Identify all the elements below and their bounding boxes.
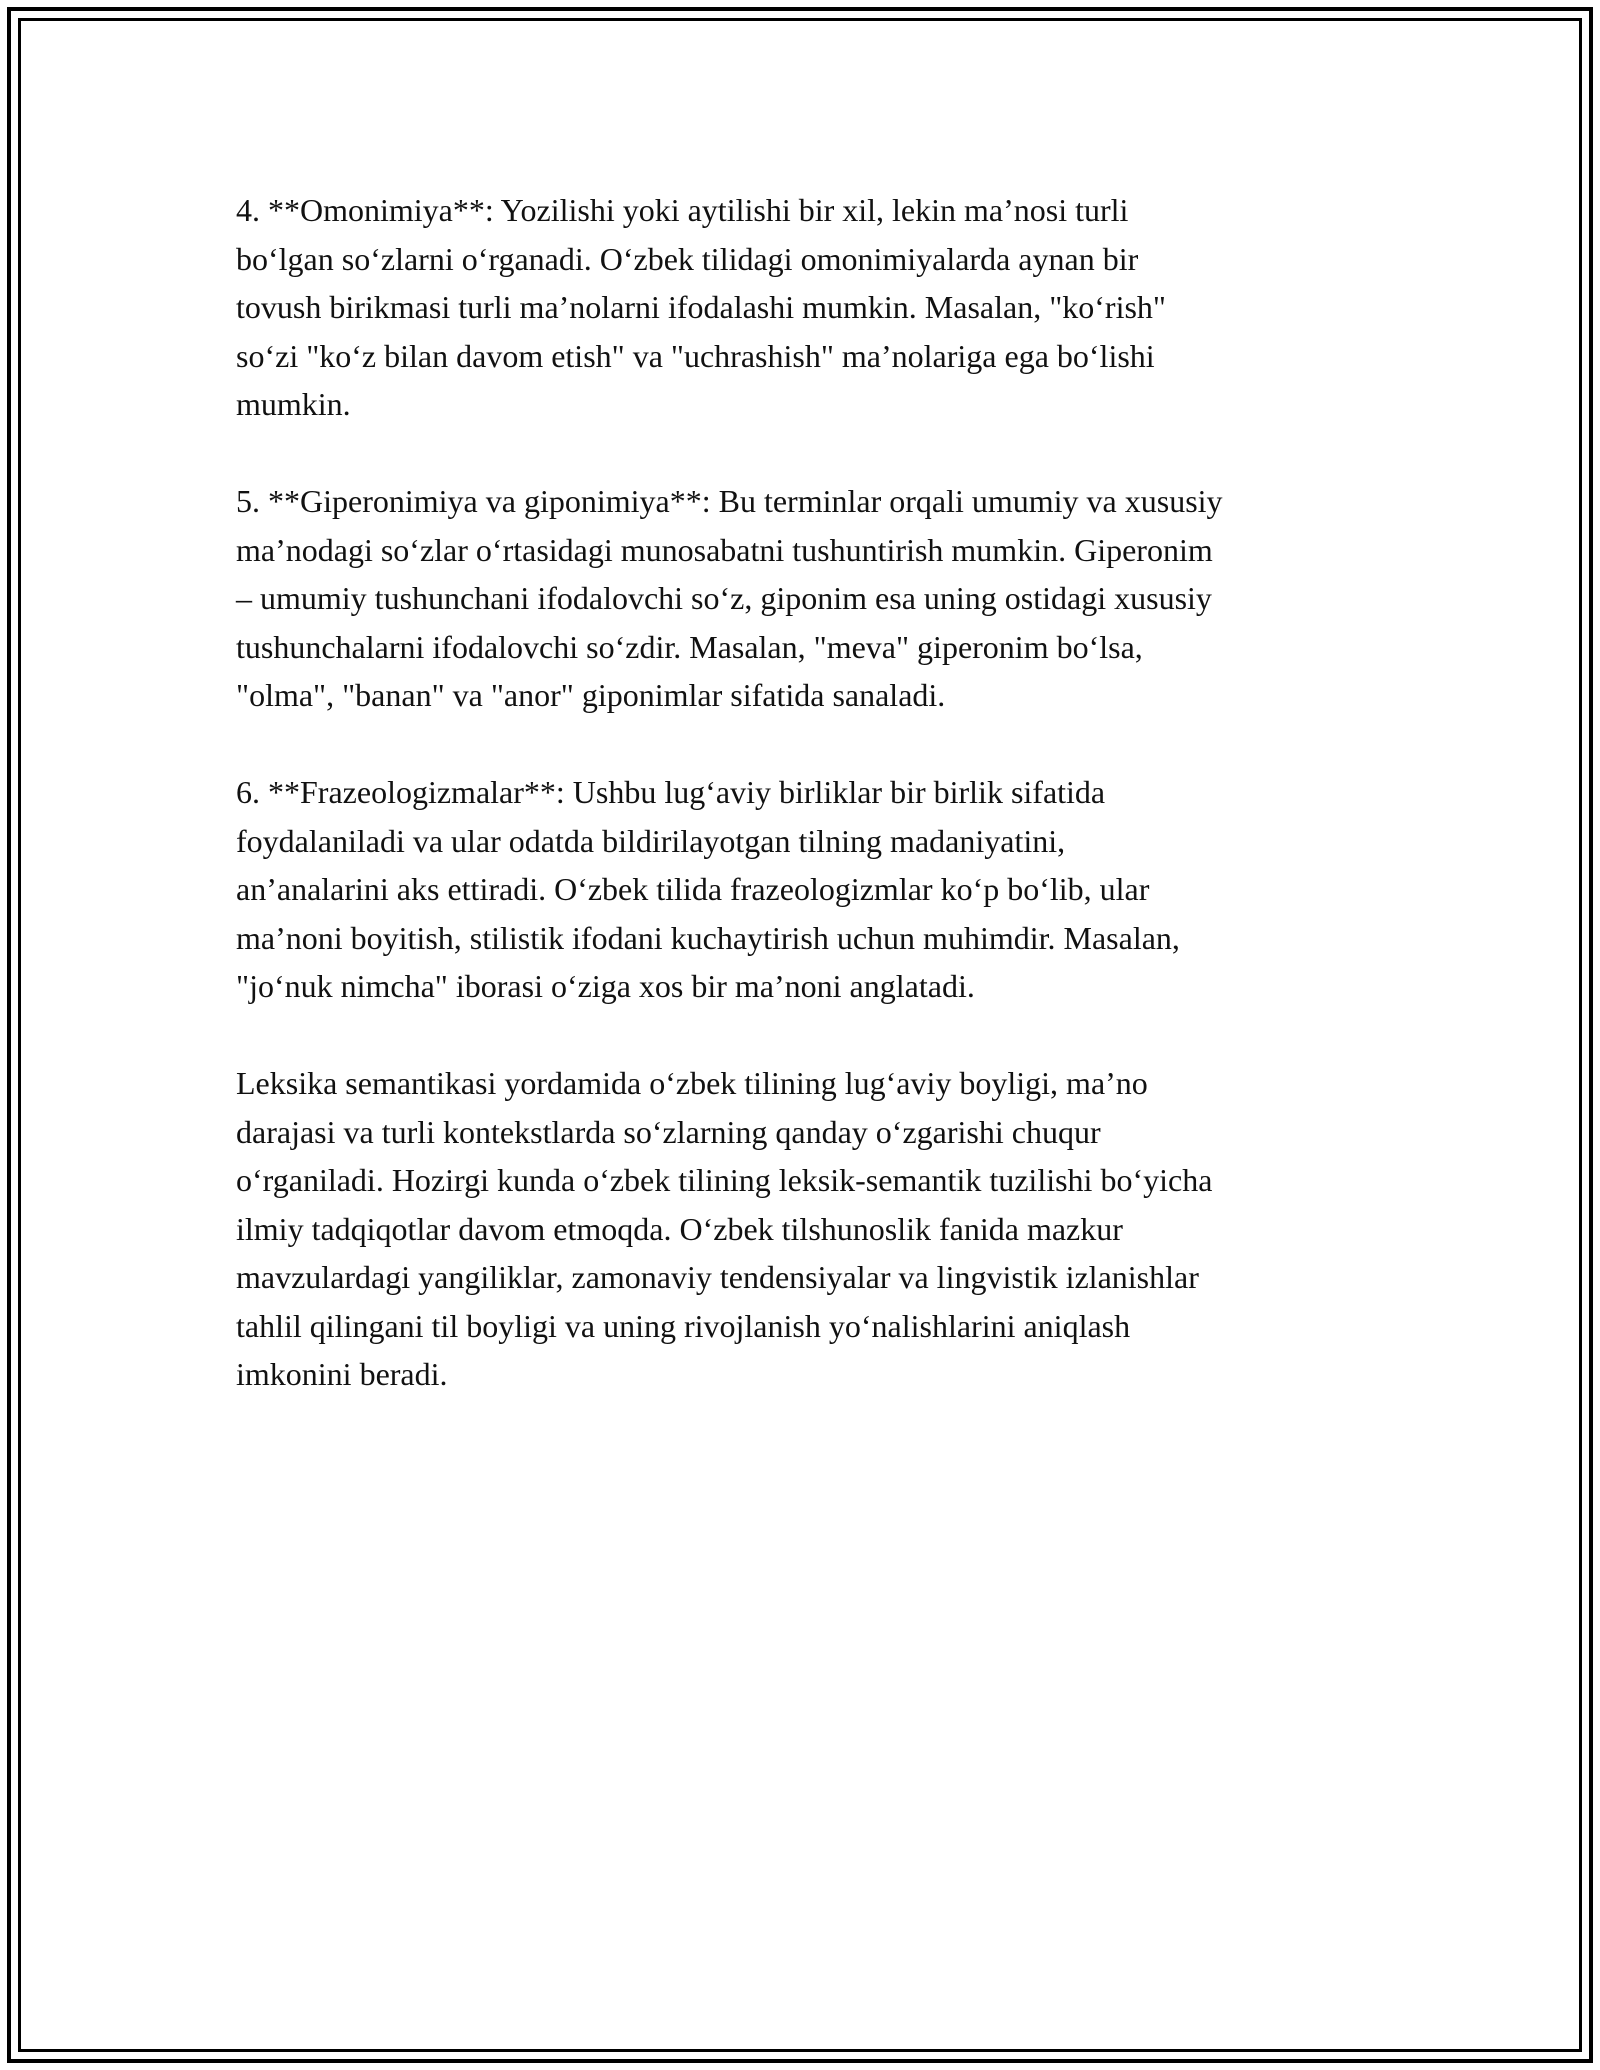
paragraph-omonimiya <box>236 186 1376 429</box>
text-line: 4. **Omonimiya**: Yozilishi yoki aytilishi bir xil, lekin ma’nosi turli <box>236 192 1129 228</box>
document-body <box>236 186 1376 1447</box>
text-line: tahlil qilingani til boyligi va uning rivojlanish yo‘nalishlarini aniqlash <box>236 1307 1131 1344</box>
text-line: so‘zi "ko‘z bilan davom etish" va "uchrashish" ma’nolariga ega bo‘lishi <box>236 337 1155 374</box>
text-line: ma’nodagi so‘zlar o‘rtasidagi munosabatni tushuntirish mumkin. Giperonim <box>236 531 1213 568</box>
text-line: 5. **Giperonimiya va giponimiya**: Bu terminlar orqali umumiy va xususiy <box>236 483 1223 519</box>
text-line: imkonini beradi. <box>236 1356 448 1392</box>
text-line: an’analarini aks ettiradi. O‘zbek tilida frazeologizmlar ko‘p bo‘lib, ular <box>236 871 1150 907</box>
paragraph-conclusion <box>236 1059 1376 1399</box>
text-line: Leksika semantikasi yordamida o‘zbek tilining lug‘aviy boyligi, ma’no <box>236 1065 1148 1101</box>
text-line: mumkin. <box>236 386 351 422</box>
text-line: darajasi va turli kontekstlarda so‘zlarning qanday o‘zgarishi chuqur <box>236 1113 1101 1150</box>
text-line: foydalaniladi va ular odatda bildirilayotgan tilning madaniyatini, <box>236 822 1066 859</box>
text-line: – umumiy tushunchani ifodalovchi so‘z, giponim esa uning ostidagi xususiy <box>236 580 1212 616</box>
text-line: "olma", "banan" va "anor" giponimlar sifatida sanaladi. <box>236 677 946 713</box>
paragraph-frazeologizmalar <box>236 768 1376 1011</box>
text-line: "jo‘nuk nimcha" iborasi o‘ziga xos bir ma’noni anglatadi. <box>236 968 975 1004</box>
text-line: mavzulardagi yangiliklar, zamonaviy tendensiyalar va lingvistik izlanishlar <box>236 1259 1199 1295</box>
text-line: ilmiy tadqiqotlar davom etmoqda. O‘zbek tilshunoslik fanida mazkur <box>236 1210 1123 1247</box>
text-line: o‘rganiladi. Hozirgi kunda o‘zbek tilining leksik-semantik tuzilishi bo‘yicha <box>236 1162 1213 1198</box>
text-line: bo‘lgan so‘zlarni o‘rganadi. O‘zbek tilidagi omonimiyalarda aynan bir <box>236 240 1139 277</box>
text-line: tushunchalarni ifodalovchi so‘zdir. Masalan, "meva" giperonim bo‘lsa, <box>236 628 1143 665</box>
text-line: ma’noni boyitish, stilistik ifodani kuchaytirish uchun muhimdir. Masalan, <box>236 919 1180 956</box>
text-line: 6. **Frazeologizmalar**: Ushbu lug‘aviy birliklar bir birlik sifatida <box>236 774 1106 810</box>
text-line: tovush birikmasi turli ma’nolarni ifodalashi mumkin. Masalan, "ko‘rish" <box>236 289 1166 325</box>
paragraph-giperonimiya <box>236 477 1376 720</box>
